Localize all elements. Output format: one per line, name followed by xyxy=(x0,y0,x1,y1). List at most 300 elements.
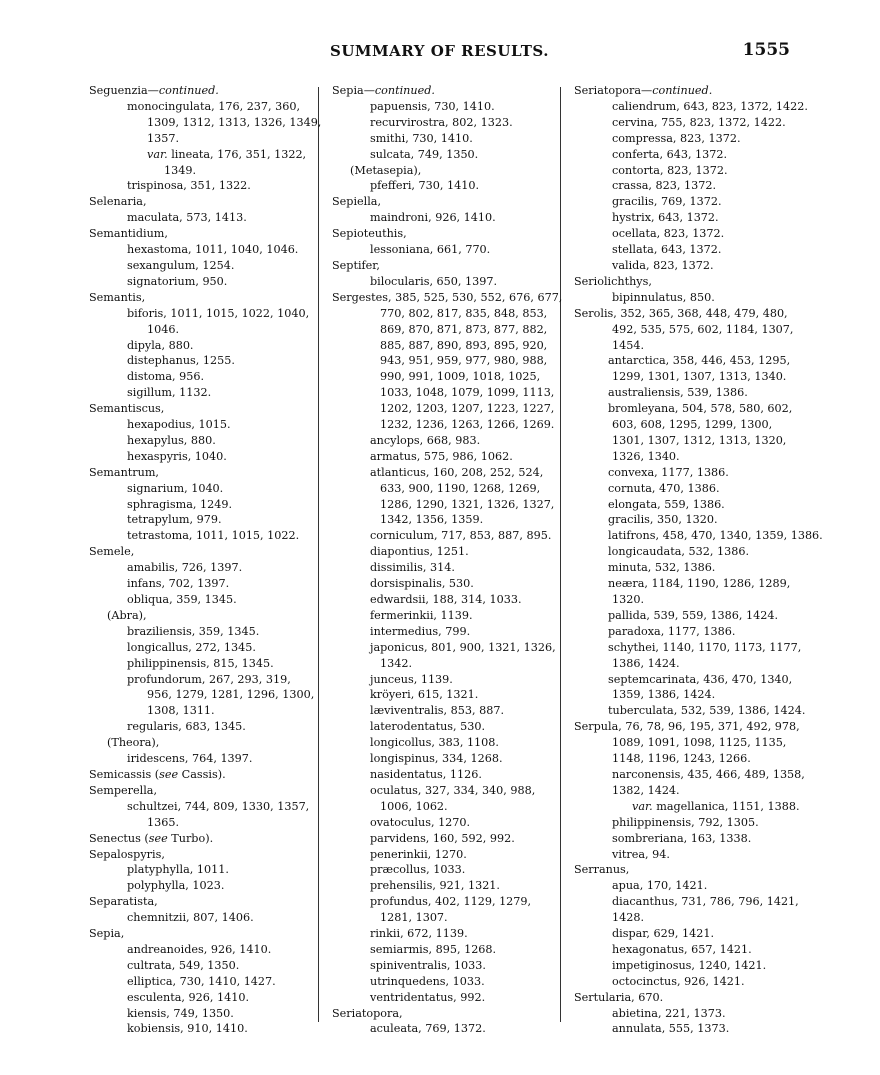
index-line xyxy=(332,735,557,751)
entry-text: corniculum, 717, 853, 887, 895. xyxy=(370,529,552,543)
index-line xyxy=(89,481,314,497)
entry-text: tetrastoma, 1011, 1015, 1022. xyxy=(127,529,300,543)
index-heading xyxy=(332,258,557,274)
index-line xyxy=(574,338,799,354)
entry-text: diapontius, 1251. xyxy=(370,545,469,559)
entry-text: hexapylus, 880. xyxy=(127,433,216,447)
index-line xyxy=(332,751,557,767)
index-line xyxy=(89,115,322,131)
entry-text: 1089, 1091, 1098, 1125, 1135, xyxy=(612,736,787,750)
index-line xyxy=(89,449,314,465)
index-line xyxy=(332,926,557,942)
index-line xyxy=(89,338,314,354)
entry-text: recurvirostra, 802, 1323. xyxy=(370,115,513,129)
index-line xyxy=(332,560,557,576)
entry-text: oculatus, 327, 334, 340, 988, xyxy=(370,783,536,797)
entry-text: bilocularis, 650, 1397. xyxy=(370,274,498,288)
entry-text: signarium, 1040. xyxy=(127,481,224,495)
index-line xyxy=(332,178,557,194)
entry-text: 1308, 1311. xyxy=(147,704,215,718)
index-heading xyxy=(89,194,314,210)
entry-text: Semantiscus, xyxy=(89,402,165,416)
index-line xyxy=(574,656,799,672)
entry-text: utrinquedens, 1033. xyxy=(370,974,485,988)
index-line xyxy=(574,449,799,465)
index-heading xyxy=(89,783,314,799)
index-line xyxy=(574,783,799,799)
italic-note: see xyxy=(148,831,168,845)
index-heading xyxy=(89,290,314,306)
entry-text: longicallus, 272, 1345. xyxy=(127,640,256,654)
entry-text: polyphylla, 1023. xyxy=(127,879,225,893)
index-line xyxy=(332,465,557,481)
index-heading xyxy=(332,83,557,99)
index-column-1 xyxy=(89,83,322,1037)
entry-text: gracilis, 350, 1320. xyxy=(608,513,718,527)
index-heading xyxy=(89,831,314,847)
entry-text: convexa, 1177, 1386. xyxy=(608,465,729,479)
index-line xyxy=(332,385,557,401)
index-line xyxy=(332,99,557,115)
index-line xyxy=(89,974,314,990)
entry-text: Turbo). xyxy=(167,831,214,845)
entry-text: 1386, 1424. xyxy=(612,656,680,670)
index-line xyxy=(574,608,799,624)
index-column-2 xyxy=(332,83,563,1037)
index-heading xyxy=(89,83,314,99)
entry-text: annulata, 555, 1373. xyxy=(612,1022,730,1036)
entry-text: (Theora), xyxy=(107,736,160,750)
entry-text: semiarmis, 895, 1268. xyxy=(370,942,497,956)
entry-text: profundus, 402, 1129, 1279, xyxy=(370,895,532,909)
index-line xyxy=(574,322,799,338)
index-line xyxy=(89,608,314,624)
entry-text: atlanticus, 160, 208, 252, 524, xyxy=(370,465,544,479)
entry-text: abietina, 221, 1373. xyxy=(612,1006,726,1020)
index-heading xyxy=(89,767,314,783)
entry-text: edwardsii, 188, 314, 1033. xyxy=(370,593,522,606)
entry-text: conferta, 643, 1372. xyxy=(612,147,728,161)
entry-text: elliptica, 730, 1410, 1427. xyxy=(127,974,276,988)
entry-text: infans, 702, 1397. xyxy=(127,577,230,591)
entry-text: 885, 887, 890, 893, 895, 920, xyxy=(380,338,548,352)
italic-note: continued. xyxy=(374,84,435,97)
entry-text: amabilis, 726, 1397. xyxy=(127,561,243,575)
entry-text: 1357. xyxy=(147,131,180,145)
index-heading xyxy=(89,226,314,242)
index-line xyxy=(574,528,823,544)
entry-text: vitrea, 94. xyxy=(612,847,670,861)
index-line xyxy=(89,672,314,688)
entry-text: 1148, 1196, 1243, 1266. xyxy=(612,752,751,766)
entry-text: trispinosa, 351, 1322. xyxy=(127,179,251,193)
index-line xyxy=(89,878,314,894)
entry-text: 770, 802, 817, 835, 848, 853, xyxy=(380,306,548,320)
index-line xyxy=(89,576,314,592)
index-line xyxy=(574,353,799,369)
entry-text: octocinctus, 926, 1421. xyxy=(612,974,745,988)
index-heading xyxy=(574,862,799,878)
index-line xyxy=(89,417,314,433)
entry-text: Seriolichthys, xyxy=(574,274,652,288)
entry-text: longicollus, 383, 1108. xyxy=(370,736,499,750)
index-line xyxy=(332,306,557,322)
index-heading xyxy=(332,226,557,242)
entry-text: penerinkii, 1270. xyxy=(370,847,467,861)
entry-text: armatus, 575, 986, 1062. xyxy=(370,449,513,463)
index-line xyxy=(89,306,314,322)
entry-text: dispar, 629, 1421. xyxy=(612,927,715,941)
entry-text: kobiensis, 910, 1410. xyxy=(127,1022,248,1036)
index-line xyxy=(332,481,557,497)
entry-text: Semicassis ( xyxy=(89,767,160,781)
index-line xyxy=(574,974,799,990)
entry-text: Sergestes, 385, 525, 530, 552, 676, 677, xyxy=(332,290,563,304)
index-line xyxy=(574,385,799,401)
index-line xyxy=(332,910,557,926)
entry-text: sphragisma, 1249. xyxy=(127,497,233,511)
index-line xyxy=(89,528,314,544)
entry-text: stellata, 643, 1372. xyxy=(612,243,722,257)
entry-text: ovatoculus, 1270. xyxy=(370,815,471,829)
entry-text: crassa, 823, 1372. xyxy=(612,179,717,193)
index-line xyxy=(574,640,802,656)
index-line xyxy=(574,417,799,433)
index-line xyxy=(332,767,557,783)
index-line xyxy=(574,624,799,640)
entry-text: septemcarinata, 436, 470, 1340, xyxy=(608,672,793,686)
index-line xyxy=(332,640,557,656)
index-line xyxy=(89,322,314,338)
entry-text: 1454. xyxy=(612,338,645,352)
entry-text: hystrix, 643, 1372. xyxy=(612,211,719,225)
index-line xyxy=(332,115,557,131)
entry-text: schythei, 1140, 1170, 1173, 1177, xyxy=(608,640,802,654)
index-line xyxy=(574,592,799,608)
entry-text: Serranus, xyxy=(574,863,630,877)
index-heading xyxy=(89,401,314,417)
index-line xyxy=(332,862,557,878)
entry-text: Seriatopora— xyxy=(574,84,653,97)
index-line xyxy=(332,497,557,513)
index-line xyxy=(89,815,314,831)
entry-text: Sepioteuthis, xyxy=(332,227,407,241)
index-line xyxy=(332,512,557,528)
entry-text: 1428. xyxy=(612,911,645,925)
index-column-3 xyxy=(574,83,823,1037)
index-line xyxy=(332,687,557,703)
entry-text: 1281, 1307. xyxy=(380,911,448,925)
index-line xyxy=(332,163,557,179)
italic-note: see xyxy=(159,767,179,781)
entry-text: andreanoides, 926, 1410. xyxy=(127,942,272,956)
entry-text: japonicus, 801, 900, 1321, 1326, xyxy=(370,640,556,654)
index-line xyxy=(574,894,799,910)
entry-text: schultzei, 744, 809, 1330, 1357, xyxy=(127,799,310,813)
entry-text: bromleyana, 504, 578, 580, 602, xyxy=(608,402,793,416)
index-line xyxy=(89,656,314,672)
entry-text: intermedius, 799. xyxy=(370,624,471,638)
entry-text: Sepiella, xyxy=(332,195,382,209)
index-line xyxy=(332,942,557,958)
entry-text: obliqua, 359, 1345. xyxy=(127,593,237,606)
entry-text: compressa, 823, 1372. xyxy=(612,131,741,145)
index-line xyxy=(89,147,314,163)
index-line xyxy=(574,958,799,974)
entry-text: neæra, 1184, 1190, 1286, 1289, xyxy=(608,577,791,591)
index-line xyxy=(574,99,808,115)
entry-text: rinkii, 672, 1139. xyxy=(370,927,468,941)
entry-text: caliendrum, 643, 823, 1372, 1422. xyxy=(612,99,808,113)
index-line xyxy=(332,210,557,226)
index-line xyxy=(332,783,557,799)
index-line xyxy=(574,942,799,958)
entry-text: 1299, 1301, 1307, 1313, 1340. xyxy=(612,370,787,384)
entry-text: hexastoma, 1011, 1040, 1046. xyxy=(127,243,299,257)
entry-text: læviventralis, 853, 887. xyxy=(370,704,505,718)
index-line xyxy=(332,974,557,990)
entry-text: platyphylla, 1011. xyxy=(127,863,229,877)
entry-text: Serpula, 76, 78, 96, 195, 371, 492, 978, xyxy=(574,720,800,734)
index-heading xyxy=(89,894,314,910)
index-line xyxy=(574,131,799,147)
index-line xyxy=(89,687,314,703)
index-line xyxy=(332,894,557,910)
entry-text: philippinensis, 815, 1345. xyxy=(127,656,274,670)
entry-text: Sepalospyris, xyxy=(89,847,165,861)
index-line xyxy=(574,910,799,926)
entry-text: 990, 991, 1009, 1018, 1025, xyxy=(380,370,541,384)
entry-text: signatorium, 950. xyxy=(127,274,228,288)
index-line xyxy=(574,1006,799,1022)
index-line xyxy=(574,687,799,703)
entry-text: ocellata, 823, 1372. xyxy=(612,227,725,241)
index-line xyxy=(89,735,314,751)
entry-text: sombreriana, 163, 1338. xyxy=(612,831,752,845)
entry-text: sulcata, 749, 1350. xyxy=(370,147,479,161)
index-line xyxy=(574,290,799,306)
index-line xyxy=(89,703,314,719)
index-heading xyxy=(89,544,314,560)
entry-text: tetrapylum, 979. xyxy=(127,513,222,527)
index-line xyxy=(574,369,799,385)
index-line xyxy=(332,274,557,290)
entry-text: ancylops, 668, 983. xyxy=(370,433,481,447)
index-heading xyxy=(574,306,799,322)
index-line xyxy=(89,163,314,179)
index-line xyxy=(89,799,314,815)
index-line xyxy=(89,353,314,369)
entry-text: præcollus, 1033. xyxy=(370,863,466,877)
index-line xyxy=(332,990,557,1006)
entry-text: minuta, 532, 1386. xyxy=(608,561,716,575)
index-line xyxy=(89,751,314,767)
entry-text: apua, 170, 1421. xyxy=(612,879,708,893)
entry-text: Selenaria, xyxy=(89,195,147,209)
index-heading xyxy=(89,926,314,942)
entry-text: 1326, 1340. xyxy=(612,449,680,463)
index-line xyxy=(89,640,314,656)
entry-text: Sepia, xyxy=(89,927,125,941)
index-line xyxy=(332,608,557,624)
index-line xyxy=(89,178,314,194)
entry-text: Semantis, xyxy=(89,290,146,304)
index-line xyxy=(332,528,557,544)
index-line xyxy=(574,465,799,481)
index-line xyxy=(332,878,557,894)
index-line xyxy=(574,115,799,131)
entry-text: longispinus, 334, 1268. xyxy=(370,752,503,766)
entry-text: prehensilis, 921, 1321. xyxy=(370,879,500,893)
entry-text: esculenta, 926, 1410. xyxy=(127,990,250,1004)
entry-text: hexapodius, 1015. xyxy=(127,418,231,432)
index-line xyxy=(574,878,799,894)
entry-text: Cassis). xyxy=(178,767,226,781)
entry-text: maindroni, 926, 1410. xyxy=(370,211,496,225)
entry-text: Seguenzia— xyxy=(89,84,159,97)
entry-text: parvidens, 160, 592, 992. xyxy=(370,831,515,845)
index-line xyxy=(332,449,557,465)
index-line xyxy=(89,942,314,958)
entry-text: 956, 1279, 1281, 1296, 1300, xyxy=(147,688,315,702)
entry-text: iridescens, 764, 1397. xyxy=(127,752,253,766)
index-heading xyxy=(574,990,799,1006)
index-line xyxy=(89,274,314,290)
index-line xyxy=(89,497,314,513)
entry-text: lineata, 176, 351, 1322, xyxy=(167,147,307,161)
entry-text: tuberculata, 532, 539, 1386, 1424. xyxy=(608,704,806,718)
entry-text: 1320. xyxy=(612,593,645,606)
entry-text: impetiginosus, 1240, 1421. xyxy=(612,958,767,972)
index-line xyxy=(574,703,806,719)
entry-text: monocingulata, 176, 237, 360, xyxy=(127,99,301,113)
index-line xyxy=(574,847,799,863)
index-line xyxy=(574,163,799,179)
index-line xyxy=(574,672,799,688)
entry-text: kiensis, 749, 1350. xyxy=(127,1006,234,1020)
index-line xyxy=(574,242,799,258)
index-line xyxy=(332,242,557,258)
entry-text: 1301, 1307, 1312, 1313, 1320, xyxy=(612,433,787,447)
page-header xyxy=(0,42,880,64)
entry-text: smithi, 730, 1410. xyxy=(370,131,473,145)
index-line xyxy=(574,210,799,226)
index-line xyxy=(332,338,557,354)
entry-text: (Abra), xyxy=(107,608,147,622)
index-line xyxy=(332,831,557,847)
running-title: SUMMARY OF RESULTS. xyxy=(330,42,549,60)
index-line xyxy=(332,131,557,147)
index-line xyxy=(89,131,314,147)
entry-text: papuensis, 730, 1410. xyxy=(370,99,495,113)
entry-text: spiniventralis, 1033. xyxy=(370,958,486,972)
entry-text: diacanthus, 731, 786, 796, 1421, xyxy=(612,895,799,909)
entry-text: braziliensis, 359, 1345. xyxy=(127,624,260,638)
index-line xyxy=(332,672,557,688)
column-divider xyxy=(318,87,319,1022)
index-line xyxy=(332,624,557,640)
entry-text: elongata, 559, 1386. xyxy=(608,497,725,511)
index-line xyxy=(89,242,314,258)
entry-text: sexangulum, 1254. xyxy=(127,258,235,272)
index-heading xyxy=(332,194,557,210)
index-line xyxy=(332,322,557,338)
index-line xyxy=(332,544,557,560)
entry-text: laterodentatus, 530. xyxy=(370,720,486,734)
entry-text: lessoniana, 661, 770. xyxy=(370,243,491,257)
entry-text: 943, 951, 959, 977, 980, 988, xyxy=(380,354,548,368)
entry-text: 633, 900, 1190, 1268, 1269, xyxy=(380,481,541,495)
entry-text: bipinnulatus, 850. xyxy=(612,290,715,304)
entry-text: paradoxa, 1177, 1386. xyxy=(608,624,736,638)
entry-text: pallida, 539, 559, 1386, 1424. xyxy=(608,608,779,622)
index-line xyxy=(574,178,799,194)
entry-text: 869, 870, 871, 873, 877, 882, xyxy=(380,322,548,336)
index-line xyxy=(332,719,557,735)
entry-text: profundorum, 267, 293, 319, xyxy=(127,672,291,686)
column-divider xyxy=(560,87,561,1022)
entry-text: antarctica, 358, 446, 453, 1295, xyxy=(608,354,791,368)
entry-text: 1342. xyxy=(380,656,413,670)
entry-text: narconensis, 435, 466, 489, 1358, xyxy=(612,767,805,781)
entry-text: 1382, 1424. xyxy=(612,783,680,797)
entry-text: valida, 823, 1372. xyxy=(612,258,714,272)
index-line xyxy=(574,512,799,528)
index-line xyxy=(89,1021,314,1037)
index-line xyxy=(89,624,314,640)
entry-text: australiensis, 539, 1386. xyxy=(608,386,748,400)
entry-text: distoma, 956. xyxy=(127,370,205,384)
entry-text: Serolis, 352, 365, 368, 448, 479, 480, xyxy=(574,306,788,320)
index-line xyxy=(332,958,557,974)
entry-text: Semele, xyxy=(89,545,135,559)
index-line xyxy=(89,990,314,1006)
index-line xyxy=(332,1021,557,1037)
index-line xyxy=(574,401,799,417)
index-heading xyxy=(332,290,563,306)
entry-text: nasidentatus, 1126. xyxy=(370,767,482,781)
entry-text: 1359, 1386, 1424. xyxy=(612,688,716,702)
entry-text: junceus, 1139. xyxy=(370,672,453,686)
index-line xyxy=(332,417,557,433)
index-line xyxy=(89,862,314,878)
entry-text: magellanica, 1151, 1388. xyxy=(652,799,800,813)
index-line xyxy=(332,353,557,369)
index-line xyxy=(332,799,557,815)
entry-text: 1006, 1062. xyxy=(380,799,448,813)
entry-text: 1286, 1290, 1321, 1326, 1327, xyxy=(380,497,555,511)
entry-text: fermerinkii, 1139. xyxy=(370,608,473,622)
entry-text: dissimilis, 314. xyxy=(370,561,455,575)
entry-text: 1342, 1356, 1359. xyxy=(380,513,484,527)
index-line xyxy=(89,385,314,401)
entry-text: aculeata, 769, 1372. xyxy=(370,1022,486,1036)
index-line xyxy=(574,576,799,592)
entry-text: sigillum, 1132. xyxy=(127,386,212,400)
entry-text: kröyeri, 615, 1321. xyxy=(370,688,479,702)
entry-text: biforis, 1011, 1015, 1022, 1040, xyxy=(127,306,310,320)
entry-text: Septifer, xyxy=(332,258,380,272)
entry-text: Semperella, xyxy=(89,783,158,797)
entry-text: 1232, 1236, 1263, 1266, 1269. xyxy=(380,418,555,432)
index-line xyxy=(332,703,557,719)
index-line xyxy=(89,560,314,576)
index-line xyxy=(574,258,799,274)
entry-text: cervina, 755, 823, 1372, 1422. xyxy=(612,115,786,129)
italic-note: var. xyxy=(147,147,168,161)
entry-text: Separatista, xyxy=(89,895,158,909)
index-line xyxy=(332,815,557,831)
